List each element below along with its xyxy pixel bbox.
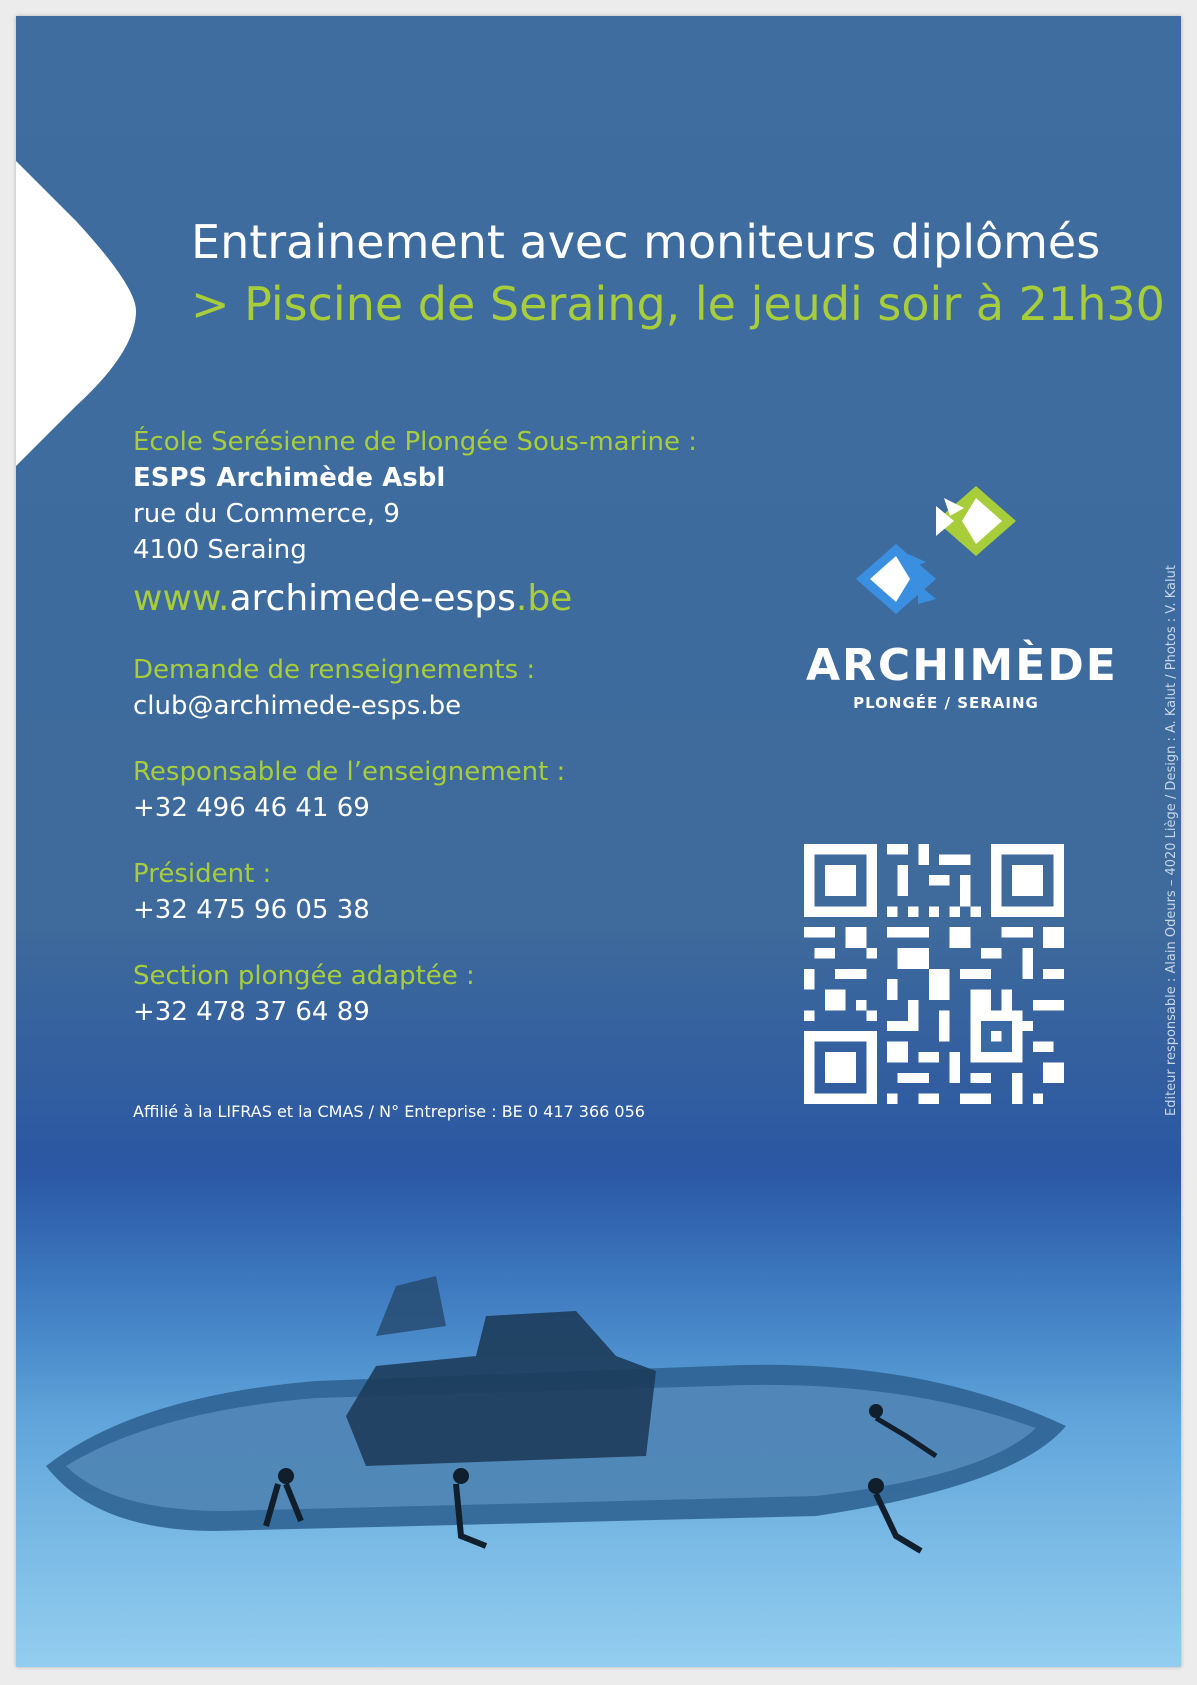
logo-name: ARCHIMÈDE: [806, 640, 1118, 691]
contact-email[interactable]: club@archimede-esps.be: [133, 691, 462, 721]
logo-subtitle: PLONGÉE / SERAING: [853, 694, 1039, 712]
contact-label: Demande de renseignements :: [133, 655, 536, 685]
school-name: ESPS Archimède Asbl: [133, 463, 446, 493]
qr-code-icon[interactable]: [804, 844, 1064, 1104]
white-tab-shape: [16, 161, 136, 466]
shipwreck-photo: [16, 1166, 1181, 1667]
school-city: 4100 Seraing: [133, 535, 307, 565]
contact-label: Section plongée adaptée :: [133, 961, 475, 991]
credits-vertical: Editeur responsable : Alain Odeurs – 4020 Liège / Design : A. Kalut / Photos : V. Kalut: [1164, 565, 1179, 1116]
headline: Entrainement avec moniteurs diplômés: [191, 215, 1101, 269]
contact-block-info: [133, 652, 733, 724]
contact-phone[interactable]: +32 496 46 41 69: [133, 793, 370, 823]
school-street: rue du Commerce, 9: [133, 499, 400, 529]
school-label: École Serésienne de Plongée Sous-marine :: [133, 427, 698, 457]
website-tld: .be: [515, 578, 573, 619]
contact-label: Responsable de l’enseignement :: [133, 757, 566, 787]
subheadline: > Piscine de Seraing, le jeudi soir à 21h30: [191, 277, 1165, 331]
website-prefix: www.: [133, 578, 230, 619]
contact-label: Président :: [133, 859, 272, 889]
website-domain: archimede-esps: [229, 578, 516, 619]
flyer-page: [16, 16, 1181, 1667]
contact-info: [133, 424, 733, 1030]
contact-block-teaching: [133, 754, 733, 826]
contact-phone[interactable]: +32 478 37 64 89: [133, 997, 370, 1027]
contact-block-adapted: [133, 958, 733, 1030]
contact-block-president: [133, 856, 733, 928]
website-link[interactable]: [133, 576, 733, 622]
affiliation-note: Affilié à la LIFRAS et la CMAS / N° Entreprise : BE 0 417 366 056: [133, 1102, 645, 1121]
contact-phone[interactable]: +32 475 96 05 38: [133, 895, 370, 925]
